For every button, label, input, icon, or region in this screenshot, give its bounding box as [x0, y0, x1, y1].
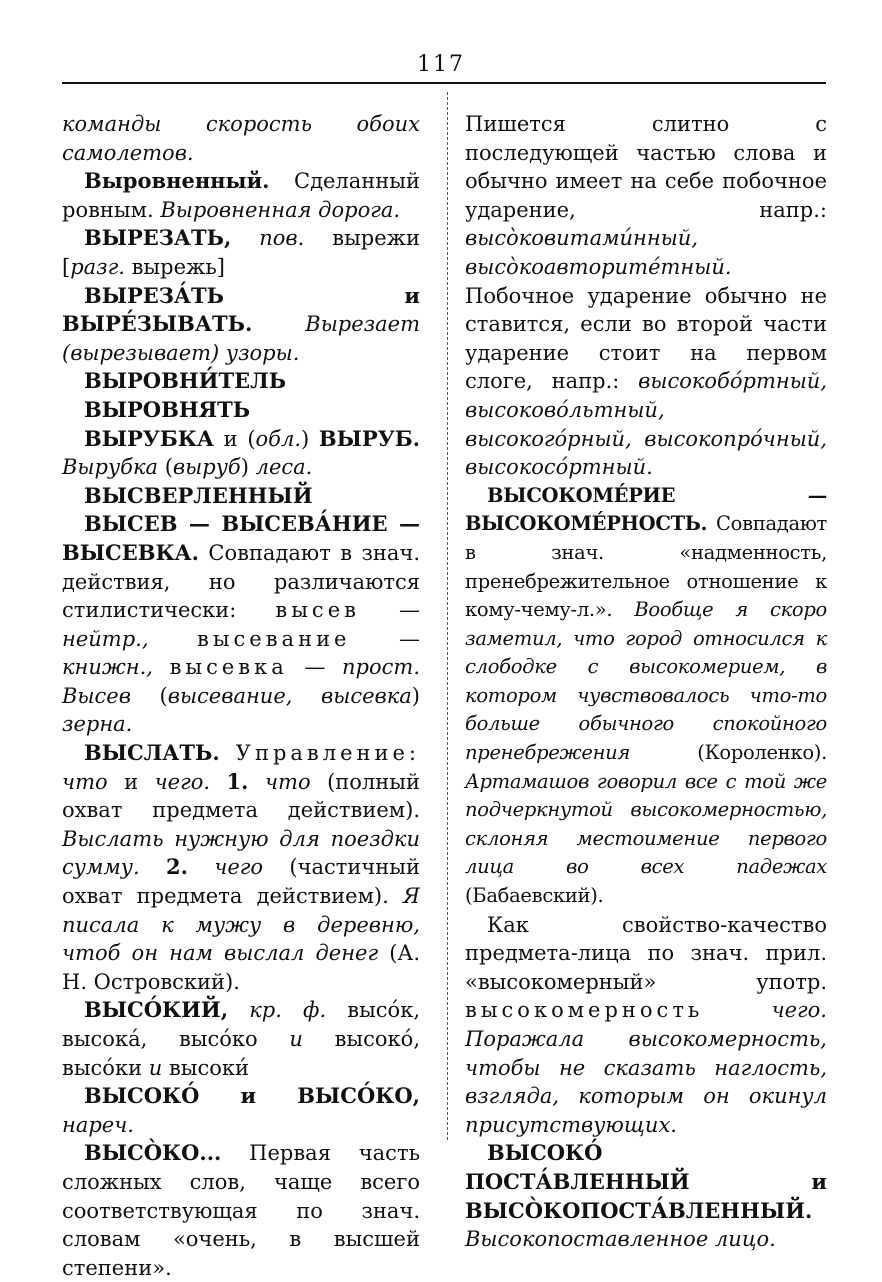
- entry-text: [153, 655, 170, 679]
- dictionary-entry: [465, 482, 827, 911]
- italic-text: Вырубка: [62, 455, 159, 480]
- entry-text: ): [240, 455, 256, 480]
- headword: ВЫРЕЗАТЬ,: [84, 225, 232, 251]
- italic-text: выруб: [172, 455, 241, 480]
- dictionary-entry: [62, 739, 420, 996]
- dictionary-entry: [465, 1139, 827, 1253]
- headword: ВЫСЕВ — ВЫСЕВА́НИЕ — ВЫСЕВКА.: [62, 511, 420, 565]
- headword: ВЫРОВНИ́ТЕЛЬ: [84, 368, 287, 394]
- entry-text: (полный охват предмета действием).: [62, 769, 420, 823]
- italic-text: высо̀ковитами́нный, высо̀коавторите́тный.: [465, 226, 732, 279]
- italic-text: Поражала высокомерность, чтобы не сказать наглость, взгляда, которым он окинул присутствующих.: [465, 1027, 827, 1137]
- entry-text: [140, 855, 166, 879]
- entry-text: (А. Н. Островский).: [62, 941, 420, 994]
- entry-text: —: [350, 626, 420, 651]
- entry-text: вырежи [: [62, 226, 420, 279]
- italic-text: пов.: [259, 226, 305, 251]
- headword: ВЫРОВНЯТЬ: [84, 396, 251, 422]
- right-column: [465, 110, 827, 1254]
- dictionary-entry: [62, 1082, 420, 1139]
- headword: ВЫСОКО́ и ВЫСО́КО,: [84, 1083, 420, 1109]
- dictionary-entry: [62, 996, 420, 1082]
- italic-text: прост.: [342, 655, 420, 680]
- italic-text: Артамашов говорил все с той же подчеркнутой высокомерностью, склоняя местоимение первого лица во всех падежах: [465, 769, 827, 879]
- headword: ВЫСО́КИЙ,: [84, 997, 229, 1023]
- headword: ВЫРУБ.: [318, 425, 420, 451]
- italic-text: что: [264, 769, 311, 794]
- italic-text: зерна.: [62, 712, 133, 737]
- italic-text: нареч.: [62, 1112, 134, 1137]
- italic-text: обл.: [255, 426, 302, 451]
- entry-text: высев: [275, 598, 360, 623]
- italic-text: высевание, высевка: [167, 683, 412, 708]
- dictionary-entry: [62, 224, 420, 281]
- italic-text: Я писала к мужу в деревню, чтоб он нам выслал денег: [62, 884, 420, 966]
- entry-text: (Короленко).: [630, 741, 827, 765]
- entry-text: [188, 855, 214, 879]
- headword: Выровненный.: [84, 168, 270, 194]
- entry-text: вырежь]: [124, 254, 225, 279]
- entry-text: (: [158, 455, 173, 480]
- entry-text: [228, 998, 249, 1022]
- entry-text: (Бабаевский).: [465, 884, 604, 908]
- italic-text: чего: [214, 855, 264, 880]
- dictionary-entry: [62, 110, 420, 167]
- entry-text: [252, 312, 305, 336]
- headword: ВЫСОКО́ ПОСТА́ВЛЕННЫЙ и ВЫСО̀КОПОСТА́ВЛЕННЫЙ.: [465, 1140, 827, 1223]
- entry-text: Сделанный ровным.: [62, 169, 420, 222]
- headword: ВЫРЕЗА́ТЬ и ВЫРЕ́ЗЫВАТЬ.: [62, 282, 420, 337]
- column-divider: [447, 92, 448, 1140]
- dictionary-entry: [62, 510, 420, 739]
- entry-text: —: [287, 655, 343, 680]
- entry-text: [220, 741, 236, 765]
- left-column: [62, 110, 420, 1282]
- italic-text: что: [62, 769, 108, 794]
- entry-text: Совпадают в знач. действия, но различаются стилистически:: [62, 540, 420, 623]
- entry-text: и: [107, 769, 155, 794]
- entry-text: высоки́: [162, 1055, 250, 1080]
- dictionary-entry: [62, 282, 420, 368]
- italic-text: разг.: [70, 254, 125, 279]
- italic-text: Выровненная дорога.: [160, 197, 401, 222]
- italic-text: чего.: [154, 769, 211, 794]
- italic-text: Высев: [62, 683, 131, 708]
- italic-text: и: [148, 1055, 163, 1080]
- dictionary-entry: [62, 425, 420, 482]
- headword: ВЫСЛАТЬ.: [84, 740, 220, 766]
- italic-text: и: [289, 1027, 303, 1051]
- entry-text: высевание: [197, 626, 351, 651]
- entry-text: Побочное ударение обычно не ставится, если во второй части ударение стоит на первом слоге, напр.:: [465, 283, 827, 394]
- headword: ВЫРУБКА: [84, 425, 214, 451]
- italic-text: книжн.,: [62, 655, 153, 680]
- entry-text: ): [301, 426, 319, 451]
- italic-text: чего.: [771, 998, 827, 1023]
- entry-text: ): [411, 683, 420, 708]
- dictionary-entry: [465, 110, 827, 482]
- headword: ВЫСО̀КО...: [84, 1140, 222, 1166]
- headword: 1.: [226, 768, 249, 794]
- header-rule: [62, 82, 826, 84]
- italic-text: леса.: [255, 455, 313, 480]
- entry-text: [248, 770, 265, 794]
- entry-text: высо́к, высока́, высо́ко: [62, 998, 420, 1051]
- entry-text: Пишется слитно с последующей частью слова и обычно имеет на себе побочное ударение, напр.:: [465, 112, 827, 222]
- headword: ВЫСОКОМЕ́РИЕ — ВЫСОКОМЕ́РНОСТЬ.: [465, 483, 827, 536]
- entry-text: Управление:: [235, 741, 420, 766]
- dictionary-entry: [62, 1139, 420, 1282]
- entry-text: высевка: [169, 655, 288, 680]
- italic-text: Вообще я скоро заметил, что город относился к слободке с высокомерием, в котором чувствовалось что-то больше обычного спокойного пренебрежения: [465, 598, 827, 765]
- italic-text: команды скорость обоих самолетов.: [62, 112, 420, 165]
- entry-text: (: [130, 683, 168, 708]
- italic-text: Выслать нужную для поездки сумму.: [62, 826, 420, 880]
- entry-text: [703, 998, 771, 1022]
- dictionary-entry: [62, 367, 420, 396]
- dictionary-entry: [62, 396, 420, 425]
- headword: ВЫСВЕРЛЕННЫЙ: [84, 482, 313, 508]
- italic-text: Высокопоставленное лицо.: [465, 1227, 776, 1252]
- italic-text: кр. ф.: [249, 998, 327, 1023]
- entry-text: —: [359, 598, 420, 623]
- entry-text: [231, 226, 259, 250]
- entry-text: высоко́, высо́ки: [62, 1027, 420, 1080]
- italic-text: высокобо́ртный, высоково́льтный, высокого́рный, высокопро́чный, высокосо́ртный.: [465, 369, 827, 480]
- entry-text: [149, 627, 198, 651]
- entry-text: Совпадают в знач. «надменность, пренебрежительное отношение к кому-чему-л.».: [465, 512, 827, 622]
- entry-text: Как свойство-качество предмета-лица по знач. прил. «высокомерный» употр.: [465, 912, 827, 994]
- entry-text: Первая часть сложных слов, чаще всего соответствующая по знач. словам «очень, в высшей степени».: [62, 1141, 420, 1280]
- page-number: 117: [417, 52, 465, 77]
- entry-text: высокомерность: [465, 998, 704, 1023]
- italic-text: нейтр.,: [62, 626, 149, 651]
- entry-text: [210, 770, 227, 794]
- headword: 2.: [166, 854, 188, 880]
- dictionary-entry: [62, 482, 420, 511]
- entry-text: (частичный охват предмета действием).: [62, 855, 420, 909]
- italic-text: Вырезает (вырезывает) узоры.: [62, 312, 420, 365]
- entry-text: и (: [213, 426, 256, 451]
- dictionary-entry: [465, 911, 827, 1140]
- dictionary-entry: [62, 167, 420, 224]
